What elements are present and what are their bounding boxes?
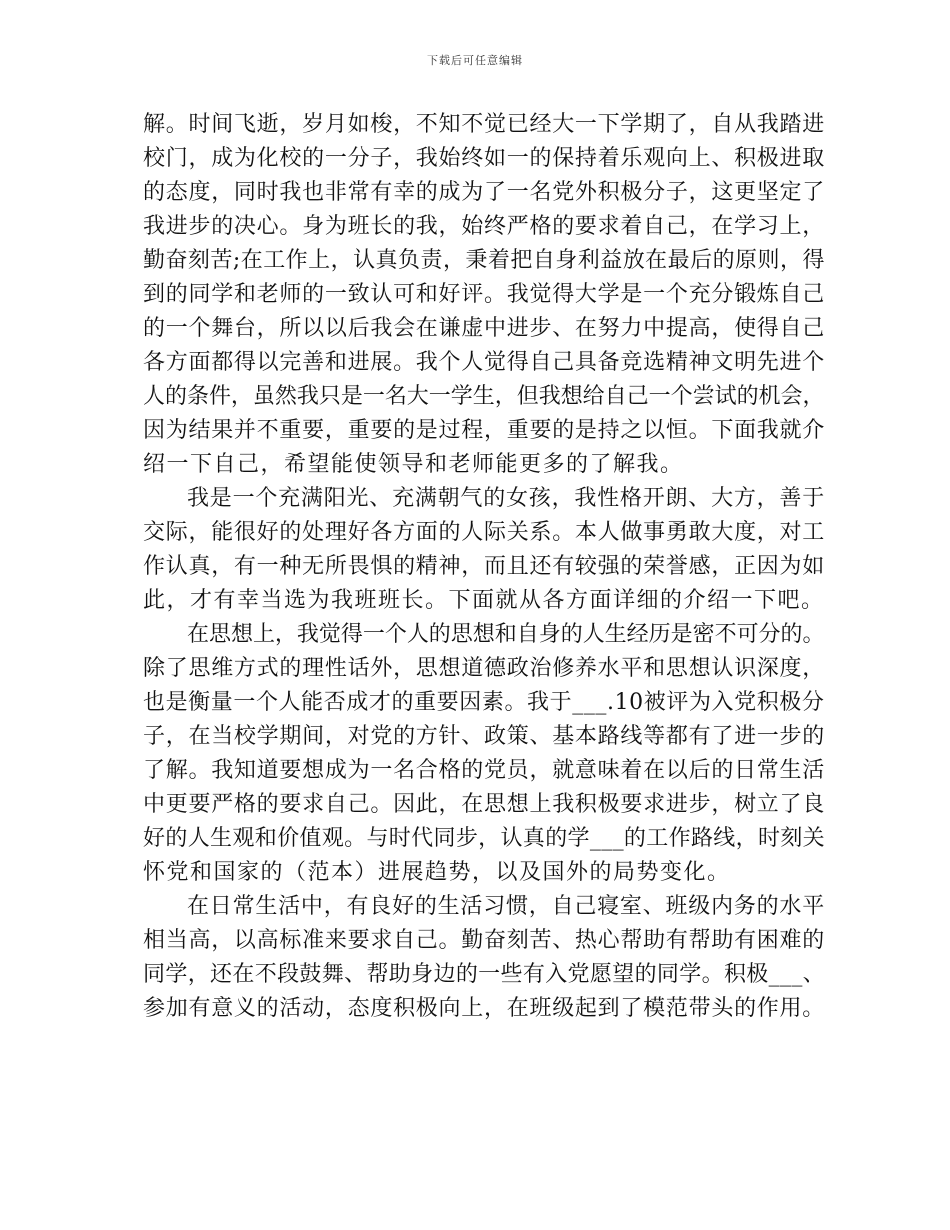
text-line: 因为结果并不重要，重要的是过程，重要的是持之以恒。下面我就介 bbox=[143, 418, 826, 443]
text-line: 参加有意义的活动，态度积极向上，在班级起到了模范带头的作用。 bbox=[143, 996, 826, 1021]
text-line: 也是衡量一个人能否成才的重要因素。我于___.10被评为入党积极分 bbox=[143, 690, 825, 715]
text-line: 作认真，有一种无所畏惧的精神，而且还有较强的荣誉感，正因为如 bbox=[143, 554, 826, 579]
text-line: 解。时间飞逝，岁月如梭，不知不觉已经大一下学期了，自从我踏进 bbox=[143, 112, 826, 137]
page-header: 下载后可任意编辑 bbox=[427, 54, 523, 67]
text-line: 我进步的决心。身为班长的我，始终严格的要求着自己，在学习上， bbox=[143, 214, 826, 239]
text-line: 我是一个充满阳光、充满朝气的女孩，我性格开朗、大方，善于 bbox=[187, 486, 826, 511]
text-line: 了解。我知道要想成为一名合格的党员，就意味着在以后的日常生活 bbox=[143, 758, 826, 783]
text-line: 怀党和国家的（范本）进展趋势，以及国外的局势变化。 bbox=[143, 860, 731, 885]
text-line: 在思想上，我觉得一个人的思想和自身的人生经历是密不可分的。 bbox=[187, 622, 825, 647]
text-line: 交际，能很好的处理好各方面的人际关系。本人做事勇敢大度，对工 bbox=[143, 520, 826, 545]
text-line: 相当高，以高标准来要求自己。勤奋刻苦、热心帮助有帮助有困难的 bbox=[143, 928, 826, 953]
text-line: 勤奋刻苦;在工作上，认真负责，秉着把自身利益放在最后的原则，得 bbox=[143, 248, 825, 273]
text-line: 除了思维方式的理性话外，思想道德政治修养水平和思想认识深度， bbox=[143, 656, 826, 681]
text-line: 同学，还在不段鼓舞、帮助身边的一些有入党愿望的同学。积极___、 bbox=[143, 962, 826, 987]
text-line: 人的条件，虽然我只是一名大一学生，但我想给自己一个尝试的机会， bbox=[143, 384, 825, 409]
document-body bbox=[143, 108, 826, 1026]
text-line: 到的同学和老师的一致认可和好评。我觉得大学是一个充分锻炼自己 bbox=[143, 282, 826, 307]
text-line: 好的人生观和价值观。与时代同步，认真的学___的工作路线，时刻关 bbox=[143, 826, 826, 851]
text-line: 此，才有幸当选为我班班长。下面就从各方面详细的介绍一下吧。 bbox=[143, 588, 825, 613]
text-line: 各方面都得以完善和进展。我个人觉得自己具备竞选精神文明先进个 bbox=[143, 350, 826, 375]
text-line: 校门，成为化校的一分子，我始终如一的保持着乐观向上、积极进取 bbox=[143, 146, 826, 171]
text-line: 子，在当校学期间，对党的方针、政策、基本路线等都有了进一步的 bbox=[143, 724, 826, 749]
text-line: 的态度，同时我也非常有幸的成为了一名党外积极分子，这更坚定了 bbox=[143, 180, 826, 205]
text-line: 绍一下自己，希望能使领导和老师能更多的了解我。 bbox=[143, 452, 684, 477]
text-line: 中更要严格的要求自己。因此，在思想上我积极要求进步，树立了良 bbox=[143, 792, 826, 817]
text-line: 在日常生活中，有良好的生活习惯，自己寝室、班级内务的水平 bbox=[187, 894, 826, 919]
text-line: 的一个舞台，所以以后我会在谦虚中进步、在努力中提高，使得自己 bbox=[143, 316, 826, 341]
